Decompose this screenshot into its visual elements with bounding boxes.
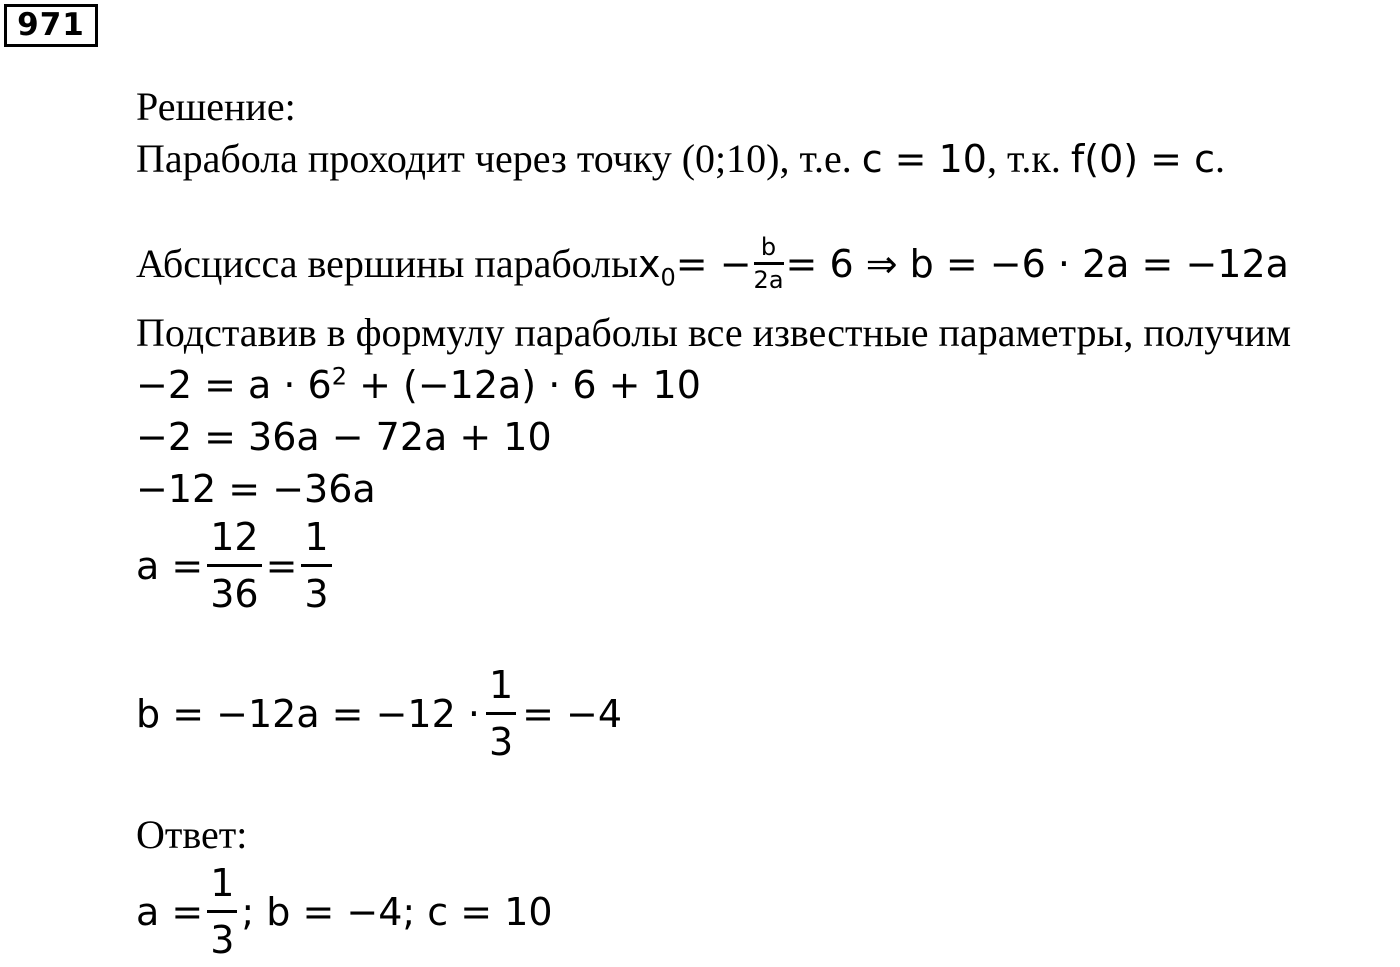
solution-line-1 <box>136 136 1225 182</box>
answer-line <box>136 856 553 967</box>
problem-number: 971 <box>4 4 98 47</box>
ans-fraction <box>207 856 237 967</box>
eq4-fraction-1 <box>207 510 261 621</box>
eq4-lhs: a = <box>136 543 204 588</box>
solution-line-2 <box>136 232 1289 295</box>
line2-rest: = 6 ⇒ b = −6 · 2a = −12a <box>785 241 1289 286</box>
eq4-f2-numerator: 1 <box>301 510 331 567</box>
equation-2: −2 = 36a − 72a + 10 <box>136 415 552 459</box>
ans-numerator: 1 <box>207 856 237 913</box>
ans-denominator: 3 <box>210 918 235 962</box>
vertex-x0 <box>638 241 676 292</box>
line1-mid: , т.к. <box>986 136 1071 181</box>
eq5-numerator: 1 <box>486 658 516 715</box>
x0-subscript: 0 <box>660 263 676 292</box>
vertex-fraction-numerator: b <box>754 232 784 265</box>
equation-3: −12 = −36a <box>136 467 376 511</box>
line1-end: . <box>1214 136 1225 181</box>
line1-text: Парабола проходит через точку (0;10), т.е. <box>136 136 862 181</box>
eq4-fraction-2 <box>301 510 331 621</box>
solution-heading: Решение: <box>136 84 296 129</box>
eq4-mid: = <box>265 543 298 588</box>
ans-rhs: ; b = −4; c = 10 <box>241 889 553 934</box>
x0-base: x <box>638 241 661 286</box>
eq4-f1-numerator: 12 <box>207 510 261 567</box>
eq5-rhs: = −4 <box>522 691 623 736</box>
eq5-lhs: b = −12a = −12 · <box>136 691 480 736</box>
answer-heading: Ответ: <box>136 812 248 857</box>
line3-text: Подставив в формулу параболы все известные параметры, получим <box>136 310 1292 355</box>
eq1-part-b: + (−12a) · 6 + 10 <box>347 363 701 407</box>
ans-lhs: a = <box>136 889 204 934</box>
line1-equation-f: f(0) = c <box>1070 137 1215 181</box>
eq1-part-a: −2 = a · 6 <box>136 363 332 407</box>
eq1-exponent: 2 <box>331 362 347 391</box>
eq5-denominator: 3 <box>488 720 514 764</box>
equals-minus: = − <box>675 241 752 286</box>
vertex-fraction-denominator: 2a <box>753 266 784 294</box>
equation-5 <box>136 658 622 769</box>
eq5-fraction <box>486 658 516 769</box>
eq4-f1-denominator: 36 <box>210 572 259 616</box>
line1-equation-c: c = 10 <box>861 137 987 181</box>
line2-text: Абсцисса вершины параболы <box>136 240 638 286</box>
eq4-f2-denominator: 3 <box>304 572 329 616</box>
equation-4 <box>136 510 336 621</box>
equation-1 <box>136 362 701 408</box>
vertex-fraction <box>754 232 784 295</box>
